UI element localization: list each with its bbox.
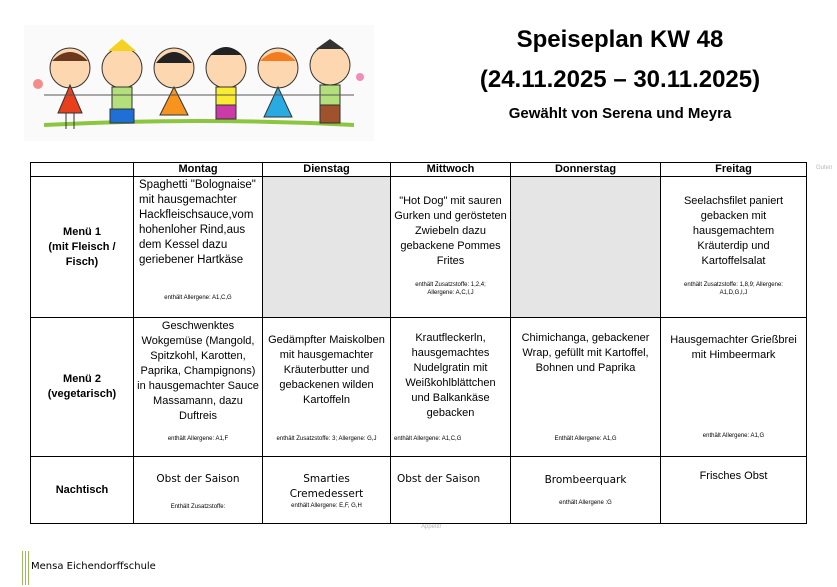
corner-cell bbox=[31, 163, 134, 177]
menu-cell bbox=[134, 318, 263, 457]
dish-text: Gedämpfter Maiskolben mit hausgemachter Kräuterbutter und gebackenen wilden Kartoffeln bbox=[268, 334, 385, 406]
menu-cell bbox=[391, 318, 511, 457]
day-header-donnerstag: Donnerstag bbox=[511, 163, 661, 177]
footer-accent-line bbox=[25, 551, 26, 585]
side-note-bottom: Appetit! bbox=[421, 524, 442, 530]
allergen-info: enthält Allergene: A1,F bbox=[167, 436, 229, 442]
row-label-menu-2: Menü 2 (vegetarisch) bbox=[31, 318, 134, 457]
page-title: Speiseplan KW 48 bbox=[516, 26, 724, 53]
dish-text: "Hot Dog" mit sauren Gurken und gerösteten Zwiebeln dazu gebackene Pommes Frites bbox=[394, 195, 507, 267]
dish-text: Geschwenktes Wokgemüse (Mangold, Spitzkohl, Karotten, Paprika, Champignons) in hausgemachter Sauce Massamann, dazu Duftreis bbox=[137, 320, 259, 422]
menu-cell bbox=[511, 318, 661, 457]
table-row-menu-1 bbox=[31, 177, 807, 318]
child-1 bbox=[33, 48, 90, 129]
menu-cell bbox=[661, 177, 807, 318]
footer-accent-line bbox=[22, 551, 23, 585]
allergen-info: enthält Zusatzstoffe: 1,8,9; Allergene: A1,D,G,I,J bbox=[684, 282, 783, 296]
allergen-info: enthält Allergene: A1,G bbox=[702, 433, 765, 439]
row-label-menu-1: Menü 1 (mit Fleisch / Fisch) bbox=[31, 177, 134, 318]
empty-menu-cell bbox=[511, 177, 661, 318]
allergen-info: Enthält Allergene: A1,G bbox=[554, 436, 617, 442]
header-row bbox=[31, 163, 807, 177]
menu-cell bbox=[263, 318, 391, 457]
allergen-info: Enthält Zusatzstoffe: bbox=[170, 504, 226, 510]
empty-menu-cell bbox=[263, 177, 391, 318]
footer-text: Mensa Eichendorffschule bbox=[31, 561, 156, 572]
day-header-freitag: Freitag bbox=[661, 163, 807, 177]
children-banner-image bbox=[24, 25, 374, 141]
menu-table bbox=[30, 162, 807, 524]
table-row-dessert bbox=[31, 457, 807, 524]
dessert-cell bbox=[263, 457, 391, 524]
menu-cell bbox=[661, 318, 807, 457]
allergen-info: enthält Zusatzstoffe: 1,2,4; Allergene: A,C,I,J bbox=[415, 282, 486, 296]
dish-text: Hausgemachter Grießbrei mit Himbeermark bbox=[670, 334, 797, 361]
allergen-info: enthält Allergene :G bbox=[559, 500, 612, 506]
day-header-dienstag: Dienstag bbox=[263, 163, 391, 177]
side-note-right: Guten bbox=[816, 165, 833, 171]
menu-cell bbox=[391, 177, 511, 318]
table-row-menu-2 bbox=[31, 318, 807, 457]
day-header-montag: Montag bbox=[134, 163, 263, 177]
dish-text: Chimichanga, gebackener Wrap, gefüllt mit Kartoffel, Bohnen und Paprika bbox=[521, 332, 650, 374]
dish-text: Seelachsfilet paniert gebacken mit hausgemachtem Kräuterdip und Kartoffelsalat bbox=[683, 195, 784, 267]
day-header-mittwoch: Mittwoch bbox=[391, 163, 511, 177]
allergen-info: enthält Allergene: A1,C,G bbox=[394, 436, 462, 442]
menu-cell bbox=[134, 177, 263, 318]
subtitle: Gewählt von Serena und Meyra bbox=[508, 105, 732, 122]
dish-text: Frisches Obst bbox=[699, 470, 768, 482]
children-illustration-icon bbox=[24, 25, 374, 141]
dish-text: Obst der Saison bbox=[397, 473, 481, 485]
dish-text: Krautfleckerln, hausgemachtes Nudelgratin mit Weißkohlblättchen und Balkankäse gebacken bbox=[405, 332, 496, 419]
allergen-info: enthält Zusatzstoffe: 3; Allergene: G,J bbox=[276, 436, 377, 442]
dish-text: Obst der Saison bbox=[156, 473, 240, 485]
dish-text: Spaghetti "Bolognaise" mit hausgemachter Hackfleischsauce,vom hohenloher Rind,aus dem Kessel dazu geriebener Hartkäse bbox=[139, 179, 256, 266]
row-label-dessert: Nachtisch bbox=[31, 457, 134, 524]
dessert-cell bbox=[134, 457, 263, 524]
footer-accent-line bbox=[28, 551, 29, 585]
dish-text: Brombeerquark bbox=[544, 474, 627, 486]
date-range: (24.11.2025 – 30.11.2025) bbox=[479, 66, 761, 93]
allergen-info: enthält Allergene: E,F, G,H bbox=[291, 503, 362, 509]
allergen-info: enthält Allergene: A1,C,G bbox=[164, 295, 232, 301]
dessert-cell bbox=[391, 457, 511, 524]
dessert-cell bbox=[511, 457, 661, 524]
dessert-cell bbox=[661, 457, 807, 524]
dish-text: Smarties Cremedessert bbox=[289, 473, 364, 500]
